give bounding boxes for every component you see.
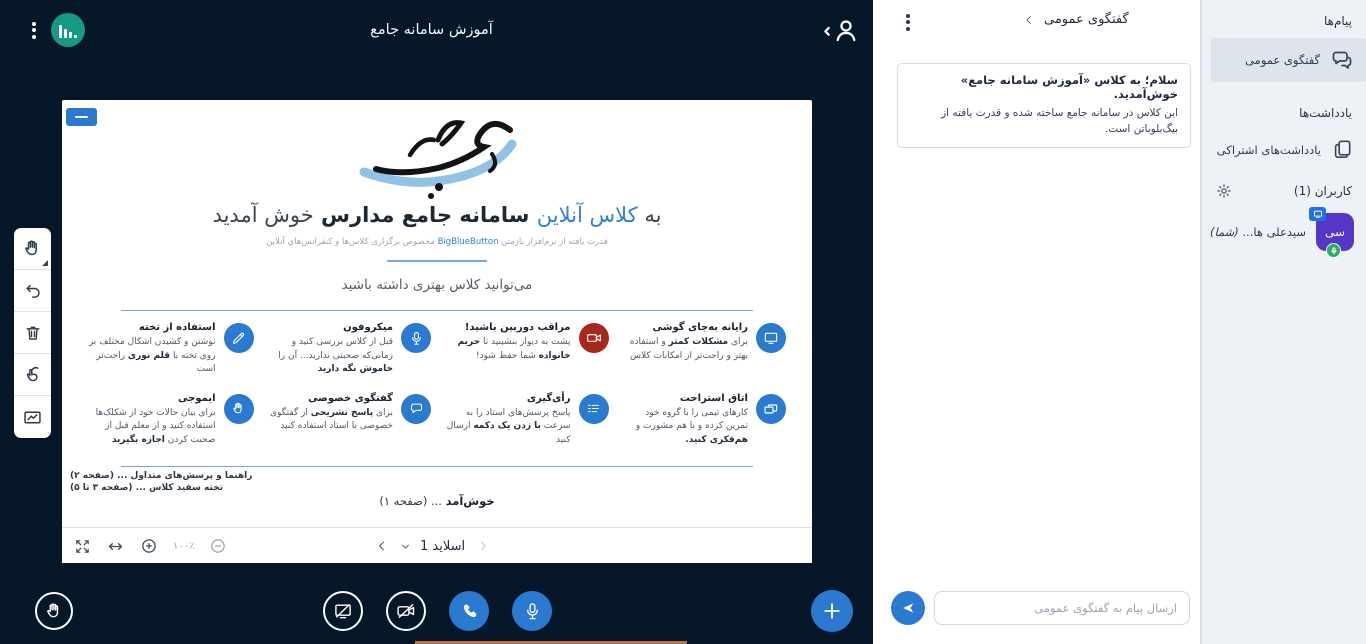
feature-emoji: ایموجی برای بیان حالات خود از شکلک‌ها استفاده کنید و از معلم قبل از صحبت کردن اجازه بگیرید (88, 393, 254, 448)
slide-title: به کلاس آنلاین سامانه جامع مدارس خوش آمدید (212, 203, 662, 227)
hide-chat-button[interactable] (1023, 14, 1035, 26)
undo-button[interactable] (14, 270, 51, 312)
fit-width-icon (106, 537, 125, 556)
slide-footer-page: خوش‌آمد ... (صفحه ۱) (379, 494, 495, 508)
user-name: سیدعلی ها... (شما) (1209, 225, 1306, 239)
mic-status-badge-icon (1326, 243, 1341, 258)
feature-private-chat: گفتگوی خصوصی برای پاسخ تشریحی از گفتگوی خصوصی با استاد استفاده کنید (266, 393, 432, 448)
chevron-left-icon (1023, 14, 1035, 26)
welcome-message-title: سلام؛ به کلاس «آموزش سامانه جامع» خوش‌آمدید. (960, 73, 1178, 101)
toggle-userlist-button[interactable] (818, 14, 862, 46)
chat-input-row (873, 591, 1200, 625)
pan-hand-icon (22, 364, 43, 385)
tool-submenu-corner (42, 260, 48, 266)
chat-bubbles-icon (1330, 48, 1354, 72)
slide-subtitle: قدرت یافته از نرم‌افزار بازمتن BigBlueButton مخصوص برگزاری کلاس‌ها و کنفرانس‌های آنلاین (266, 237, 608, 247)
subtitle-divider (387, 260, 487, 262)
clear-annotations-button[interactable] (14, 312, 51, 354)
screenshare-off-icon (333, 601, 353, 621)
welcome-message-body: این کلاس در سامانه جامع ساخته شده و قدرت یافته از بیگ‌بلوباتن است. (941, 107, 1178, 136)
sidebar-item-shared-notes[interactable] (1202, 130, 1366, 169)
audio-join-button[interactable] (449, 591, 489, 631)
sidebar-item-label: یادداشت‌های اشتراکی (1216, 142, 1321, 157)
meeting-title: آموزش سامانه جامع (370, 22, 493, 38)
fit-width-button[interactable] (106, 537, 125, 556)
pan-tool-button[interactable] (14, 354, 51, 396)
gear-icon (1216, 183, 1232, 199)
microphone-icon (523, 602, 542, 621)
slide-select-dropdown[interactable] (400, 539, 465, 554)
slide-canvas (62, 100, 812, 527)
user-avatar (1316, 213, 1354, 251)
slide-footer-index: راهنما و پرسش‌های متداول ... (صفحه ۲) تخته سفید کلاس ... (صفحه ۳ تا ۵) (70, 471, 253, 493)
feature-computer: رایانه به‌جای گوشی برای مشکلات کمتر و استفاده بهتر و راحت‌تر از امکانات کلاس (621, 322, 787, 377)
undo-icon (23, 281, 43, 301)
zoom-in-icon (140, 537, 158, 555)
screenshare-badge-icon (1309, 207, 1326, 221)
kebab-menu-icon (32, 19, 36, 41)
options-menu-button[interactable] (18, 14, 50, 46)
welcome-message (897, 63, 1191, 148)
hand-tool-button[interactable] (14, 228, 51, 270)
sidebar-item-label: گفتگوی عمومی (1245, 53, 1320, 67)
slide-divider-top (121, 310, 753, 311)
feature-camera-privacy: مراقب دوربین باشید! پشت به دیوار بنشینید تا حریم خانواده شما حفظ شود! (443, 322, 609, 377)
webcam-icon (579, 323, 609, 353)
poll-icon (579, 394, 609, 424)
presentation-toolbar (62, 527, 812, 563)
chevron-down-icon (400, 541, 411, 552)
microphone-icon (401, 323, 431, 353)
fullscreen-icon (74, 538, 91, 555)
actions-plus-button[interactable] (811, 590, 853, 632)
chat-options-button[interactable] (897, 10, 919, 34)
webcam-button[interactable] (386, 591, 426, 631)
users-section-label: کاربران (1) (1293, 184, 1352, 198)
raised-hand-icon (224, 394, 254, 424)
bismillah-calligraphy (342, 110, 532, 202)
slide-back-button[interactable] (476, 539, 490, 553)
breakout-rooms-icon (756, 394, 786, 424)
pen-icon (224, 323, 254, 353)
person-chevron-icon (818, 14, 862, 46)
minimize-presentation-button[interactable] (66, 108, 97, 126)
bar-chart-icon (59, 25, 77, 38)
sidebar-item-public-chat[interactable] (1211, 38, 1366, 82)
manage-users-button[interactable] (1216, 183, 1232, 199)
trash-icon (23, 323, 43, 343)
slide-tagline: می‌توانید کلاس بهتری داشته باشید (341, 277, 533, 293)
top-bar (0, 0, 873, 60)
slide-number-label: اسلاید 1 (420, 538, 466, 554)
slide-divider-bottom (121, 466, 753, 467)
kebab-menu-icon (906, 11, 910, 33)
app-logo (51, 13, 85, 47)
screenshare-button[interactable] (323, 591, 363, 631)
slide-forward-button[interactable] (375, 539, 389, 553)
whiteboard-toolbar (14, 228, 51, 438)
zoom-out-button[interactable] (209, 537, 227, 555)
feature-grid (88, 322, 786, 447)
raise-hand-button[interactable] (35, 592, 73, 630)
chevron-right-icon (476, 539, 490, 553)
shared-notes-icon (1331, 138, 1354, 161)
feature-microphone: میکروفون قبل از کلاس بررسی کنید و زمانی‌که صحبتی ندارید... آن را خاموش نگه دارید (266, 322, 432, 377)
minus-icon (75, 116, 88, 118)
user-list-item[interactable] (1202, 207, 1366, 257)
chevron-left-icon (375, 539, 389, 553)
raise-hand-icon (44, 601, 64, 621)
zoom-in-button[interactable] (140, 537, 158, 555)
zoom-level: ۱۰۰٪ (173, 540, 195, 552)
chat-title: گفتگوی عمومی (1044, 12, 1129, 27)
send-message-button[interactable] (891, 591, 925, 625)
feature-whiteboard: استفاده از تخته نوشتن و کشیدن اشکال مختلف بر روی تخته با قلم نوری راحت‌تر است (88, 322, 254, 377)
feature-breakout: اتاق استراحت کارهای تیمی را با گروه خود تمرین کرده و با هم مشورت و هم‌فکری کنید. (621, 393, 787, 448)
avatar-initials: سی (1324, 225, 1346, 239)
action-bar (323, 591, 552, 631)
users-section-header (1202, 169, 1366, 207)
fullscreen-button[interactable] (74, 538, 91, 555)
feature-polling: رأی‌گیری پاسخ پرسش‌های استاد را به سرعت با زدن یک دکمه ارسال کنید (443, 393, 609, 448)
public-chat-panel (873, 0, 1201, 644)
chat-bubble-icon (401, 394, 431, 424)
webcam-off-icon (396, 601, 416, 621)
send-plane-icon (900, 600, 916, 616)
notes-section-label: یادداشت‌ها (1299, 106, 1352, 120)
plus-icon (821, 600, 843, 622)
chat-header (873, 0, 1200, 44)
navigation-sidebar (1201, 0, 1366, 644)
messages-section-label: پیام‌ها (1323, 14, 1352, 28)
chat-message-input[interactable] (934, 591, 1190, 625)
presentation-area[interactable] (62, 100, 812, 563)
hand-icon (22, 238, 43, 259)
zoom-out-icon (209, 537, 227, 555)
mute-button[interactable] (512, 591, 552, 631)
monitor-icon (756, 323, 786, 353)
multiuser-whiteboard-button[interactable] (14, 396, 51, 438)
chart-board-icon (22, 407, 43, 428)
phone-icon (460, 602, 479, 621)
